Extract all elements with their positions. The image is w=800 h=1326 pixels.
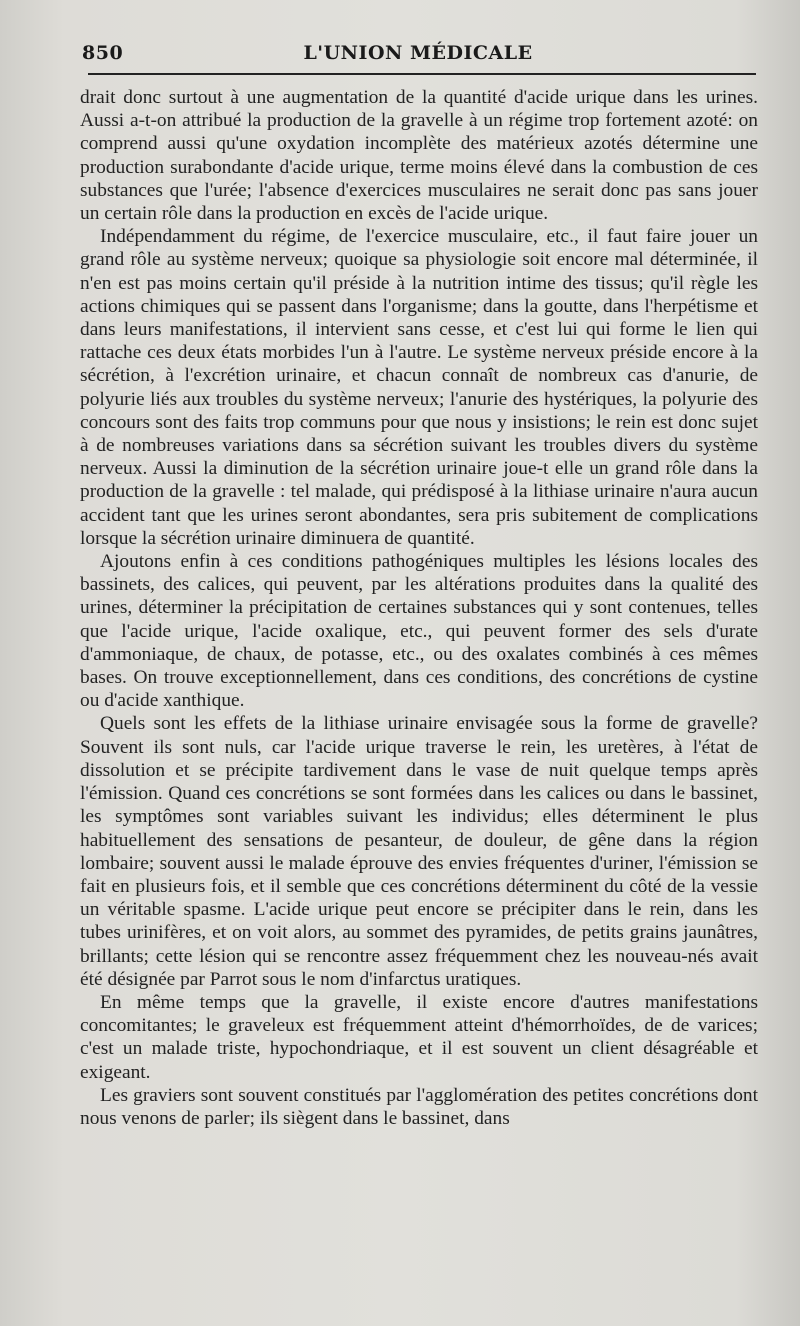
- paragraph: En même temps que la gravelle, il existe encore d'autres manifestations concomitantes; le graveleux est fréquemment atteint d'hémorrhoïdes, de de varices; c'est un malade triste, hypochondriaque, et il est souvent un client désagréable et exigeant.: [80, 991, 758, 1083]
- page-number: 850: [82, 42, 124, 64]
- running-header: [78, 36, 758, 66]
- paragraph: Quels sont les effets de la lithiase urinaire envisagée sous la forme de gravelle? Souvent ils sont nuls, car l'acide urique traverse le rein, les uretères, à l'état de dissolution et se précipite tardivement dans le vase de nuit quelque temps après l'émission. Quand ces concrétions se sont formées dans les calices ou dans le bassinet, les symptômes sont variables suivant les individus; elles déterminent le plus habituellement des sensations de pesanteur, de douleur, de gêne dans la région lombaire; souvent aussi le malade éprouve des envies fréquentes d'uriner, l'émission se fait en plusieurs fois, et il semble que ces concrétions déterminent du côté de la vessie un véritable spasme. L'acide urique peut encore se précipiter dans le rein, dans les tubes urinifères, et on voit alors, au sommet des pyramides, de petits grains jaunâtres, brillants; cette lésion qui se rencontre assez fréquemment chez les nouveau-nés avait été désignée par Parrot sous le nom d'infarctus uratiques.: [80, 713, 758, 990]
- body-text: [80, 86, 758, 1130]
- journal-title: L'UNION MÉDICALE: [303, 42, 533, 64]
- paragraph: Ajoutons enfin à ces conditions pathogéniques multiples les lésions locales des bassinets, des calices, qui peuvent, par les altérations produites dans la qualité des urines, déterminer la précipitation de certaines substances qui y sont contenues, telles que l'acide urique, l'acide oxalique, etc., qui peuvent former des sels d'urate d'ammoniaque, de chaux, de potasse, etc., ou des oxalates combinés à ces mêmes bases. On trouve exceptionnellement, dans ces conditions, des concrétions de cystine ou d'acide xanthique.: [80, 551, 758, 712]
- paragraph: Indépendamment du régime, de l'exercice musculaire, etc., il faut faire jouer un grand rôle au système nerveux; quoique sa physiologie soit encore mal déterminée, il n'en est pas moins certain qu'il préside à la nutrition intime des tissus; qu'il règle les actions chimiques qui se passent dans l'organisme; dans la goutte, dans l'herpétisme et dans leurs manifestations, il intervient sans cesse, et c'est lui qui forme le lien qui rattache ces deux états morbides l'un à l'autre. Le système nerveux préside encore à la sécrétion, à l'excrétion urinaire, et chacun connaît de nombreux cas d'anurie, de polyurie liés aux troubles du système nerveux; l'anurie des hystériques, la polyurie des concours sont des faits trop communs pour que nous y insistions; le rein est donc sujet à de nombreuses variations dans sa sécrétion suivant les troubles divers du système nerveux. Aussi la diminution de la sécrétion urinaire joue-t elle un grand rôle dans la production de la gravelle : tel malade, qui prédisposé à la lithiase urinaire n'aura aucun accident tant que les urines seront abondantes, sera pris subitement de complications lorsque la sécrétion urinaire diminuera de quantité.: [80, 226, 758, 549]
- paragraph: drait donc surtout à une augmentation de la quantité d'acide urique dans les urines. Aussi a-t-on attribué la production de la gravelle à un régime trop fortement azoté: on comprend aussi qu'une oxydation incomplète des matérieux azotés détermine une production surabondante d'acide urique, terme moins élevé dans la combustion de ces substances que l'urée; l'absence d'exercices musculaires ne serait donc pas sans jouer un certain rôle dans la production en excès de l'acide urique.: [80, 87, 758, 225]
- header-rule: [88, 73, 756, 75]
- paragraph: Les graviers sont souvent constitués par l'agglomération des petites concrétions dont nous venons de parler; ils siègent dans le bassinet, dans: [80, 1084, 758, 1129]
